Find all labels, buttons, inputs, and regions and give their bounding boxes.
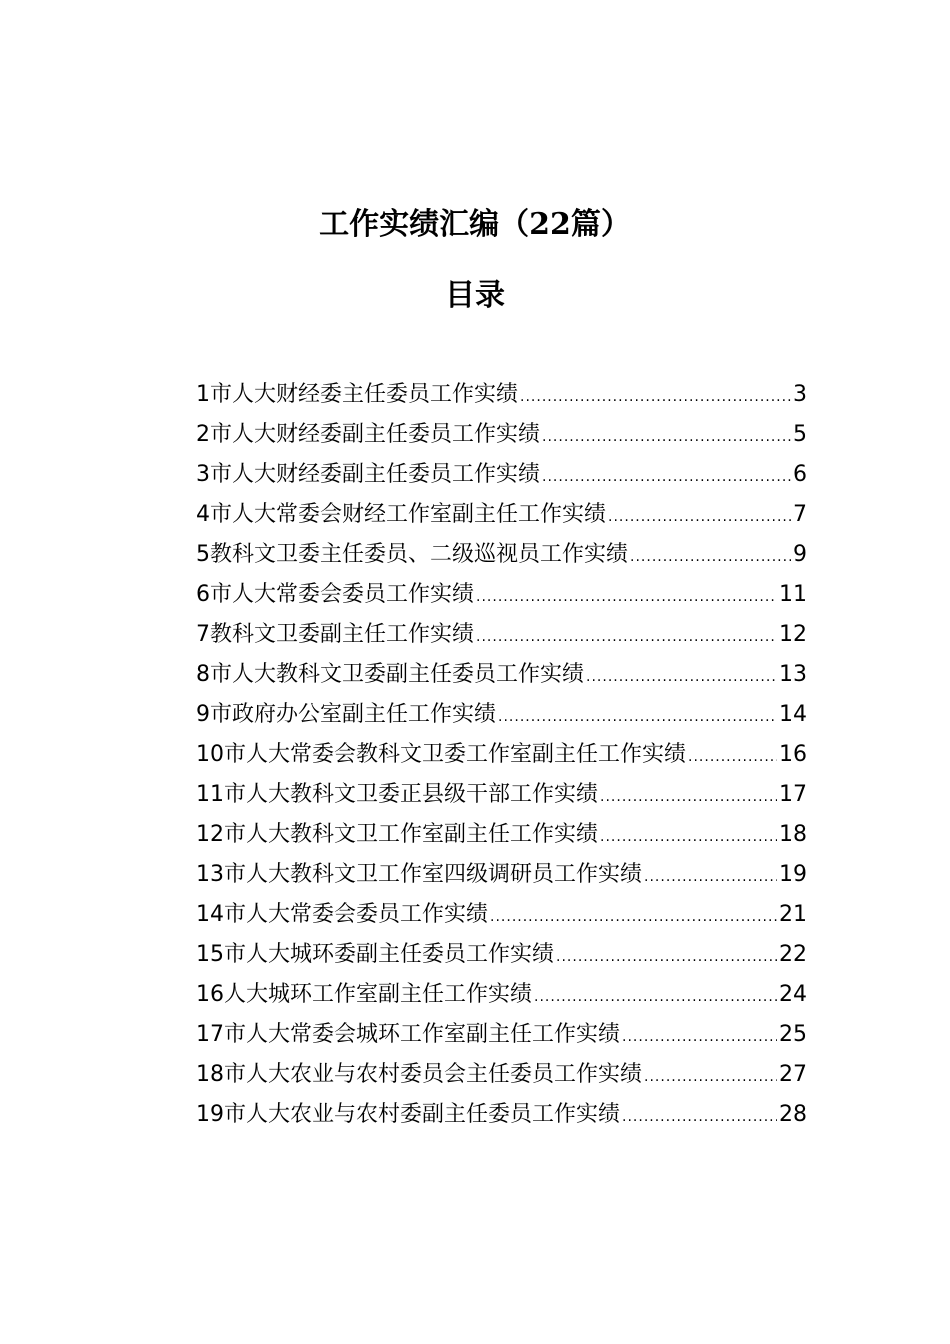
toc-dot-leader	[622, 1097, 777, 1137]
toc-entry-title: 市人大常委会教科文卫委工作室副主任工作实绩	[224, 742, 687, 767]
toc-entry[interactable]	[196, 455, 807, 495]
toc-entry[interactable]	[196, 1055, 807, 1095]
toc-entry-title: 市人大教科文卫委正县级干部工作实绩	[224, 782, 599, 807]
toc-entry-title: 教科文卫委副主任工作实绩	[210, 622, 475, 647]
toc-entry[interactable]	[196, 535, 807, 575]
toc-entry-page: 24	[779, 982, 807, 1007]
toc-dot-leader	[520, 377, 791, 417]
toc-entry[interactable]	[196, 695, 807, 735]
document-title: 工作实绩汇编（22篇）	[319, 207, 631, 242]
toc-entry-number: 9	[196, 702, 210, 727]
toc-entry-title: 市人大财经委副主任委员工作实绩	[210, 462, 541, 487]
toc-entry-page: 3	[793, 382, 807, 407]
toc-dot-leader	[476, 577, 777, 617]
toc-entry-title: 市人大农业与农村委员会主任委员工作实绩	[224, 1062, 643, 1087]
toc-entry-number: 19	[196, 1102, 224, 1127]
toc-entry-number: 3	[196, 462, 210, 487]
toc-entry-number: 11	[196, 782, 224, 807]
toc-entry-number: 4	[196, 502, 210, 527]
toc-entry-page: 28	[779, 1102, 807, 1127]
toc-entry-page: 18	[779, 822, 807, 847]
toc-entry[interactable]	[196, 895, 807, 935]
toc-entry-page: 27	[779, 1062, 807, 1087]
toc-dot-leader	[490, 897, 777, 937]
toc-entry-number: 13	[196, 862, 224, 887]
toc-dot-leader	[644, 857, 777, 897]
toc-entry-page: 11	[779, 582, 807, 607]
toc-entry-title: 教科文卫委主任委员、二级巡视员工作实绩	[210, 542, 629, 567]
toc-entry-number: 5	[196, 542, 210, 567]
toc-entry-page: 21	[779, 902, 807, 927]
toc-dot-leader	[476, 617, 777, 657]
toc-dot-leader	[534, 977, 777, 1017]
toc-entry-page: 22	[779, 942, 807, 967]
toc-entry-page: 14	[779, 702, 807, 727]
toc-entry-page: 13	[779, 662, 807, 687]
toc-entry-page: 12	[779, 622, 807, 647]
table-of-contents	[196, 375, 807, 1135]
toc-entry-number: 16	[196, 982, 224, 1007]
toc-entry-title: 市人大财经委副主任委员工作实绩	[210, 422, 541, 447]
toc-entry[interactable]	[196, 815, 807, 855]
toc-dot-leader	[556, 937, 777, 977]
toc-entry-number: 17	[196, 1022, 224, 1047]
toc-entry[interactable]	[196, 855, 807, 895]
toc-entry-title: 市人大常委会委员工作实绩	[224, 902, 489, 927]
toc-entry-page: 19	[779, 862, 807, 887]
toc-entry-title: 市人大农业与农村委副主任委员工作实绩	[224, 1102, 621, 1127]
toc-entry-title: 市人大常委会委员工作实绩	[210, 582, 475, 607]
toc-entry-number: 1	[196, 382, 210, 407]
toc-dot-leader	[498, 697, 777, 737]
toc-dot-leader	[600, 817, 777, 857]
toc-entry[interactable]	[196, 775, 807, 815]
toc-entry-title: 市政府办公室副主任工作实绩	[210, 702, 497, 727]
toc-entry-title: 市人大财经委主任委员工作实绩	[210, 382, 519, 407]
toc-entry[interactable]	[196, 415, 807, 455]
toc-dot-leader	[542, 417, 791, 457]
toc-entry[interactable]	[196, 1015, 807, 1055]
toc-entry-page: 6	[793, 462, 807, 487]
toc-entry-number: 2	[196, 422, 210, 447]
toc-entry-page: 9	[793, 542, 807, 567]
toc-dot-leader	[622, 1017, 777, 1057]
toc-entry[interactable]	[196, 615, 807, 655]
toc-entry-page: 25	[779, 1022, 807, 1047]
toc-dot-leader	[586, 657, 777, 697]
toc-entry-page: 17	[779, 782, 807, 807]
toc-dot-leader	[644, 1057, 777, 1097]
toc-entry-number: 8	[196, 662, 210, 687]
toc-entry-number: 10	[196, 742, 224, 767]
toc-entry-number: 14	[196, 902, 224, 927]
toc-dot-leader	[542, 457, 791, 497]
toc-entry-title: 市人大常委会财经工作室副主任工作实绩	[210, 502, 607, 527]
toc-dot-leader	[608, 497, 791, 537]
toc-entry-number: 18	[196, 1062, 224, 1087]
toc-entry-title: 市人大常委会城环工作室副主任工作实绩	[224, 1022, 621, 1047]
toc-heading: 目录	[445, 278, 505, 313]
toc-entry-page: 7	[793, 502, 807, 527]
toc-dot-leader	[630, 537, 791, 577]
toc-entry-title: 人大城环工作室副主任工作实绩	[224, 982, 533, 1007]
toc-entry-page: 16	[779, 742, 807, 767]
toc-entry[interactable]	[196, 575, 807, 615]
toc-entry-number: 12	[196, 822, 224, 847]
toc-entry-title: 市人大教科文卫委副主任委员工作实绩	[210, 662, 585, 687]
toc-entry-title: 市人大城环委副主任委员工作实绩	[224, 942, 555, 967]
toc-entry-number: 7	[196, 622, 210, 647]
toc-entry[interactable]	[196, 655, 807, 695]
toc-entry-title: 市人大教科文卫工作室四级调研员工作实绩	[224, 862, 643, 887]
toc-entry-title: 市人大教科文卫工作室副主任工作实绩	[224, 822, 599, 847]
toc-entry-number: 15	[196, 942, 224, 967]
toc-entry[interactable]	[196, 975, 807, 1015]
toc-entry[interactable]	[196, 375, 807, 415]
toc-entry-number: 6	[196, 582, 210, 607]
toc-entry[interactable]	[196, 1095, 807, 1135]
toc-entry[interactable]	[196, 495, 807, 535]
toc-entry[interactable]	[196, 935, 807, 975]
toc-entry[interactable]	[196, 735, 807, 775]
toc-dot-leader	[600, 777, 777, 817]
toc-dot-leader	[688, 737, 777, 777]
toc-entry-page: 5	[793, 422, 807, 447]
